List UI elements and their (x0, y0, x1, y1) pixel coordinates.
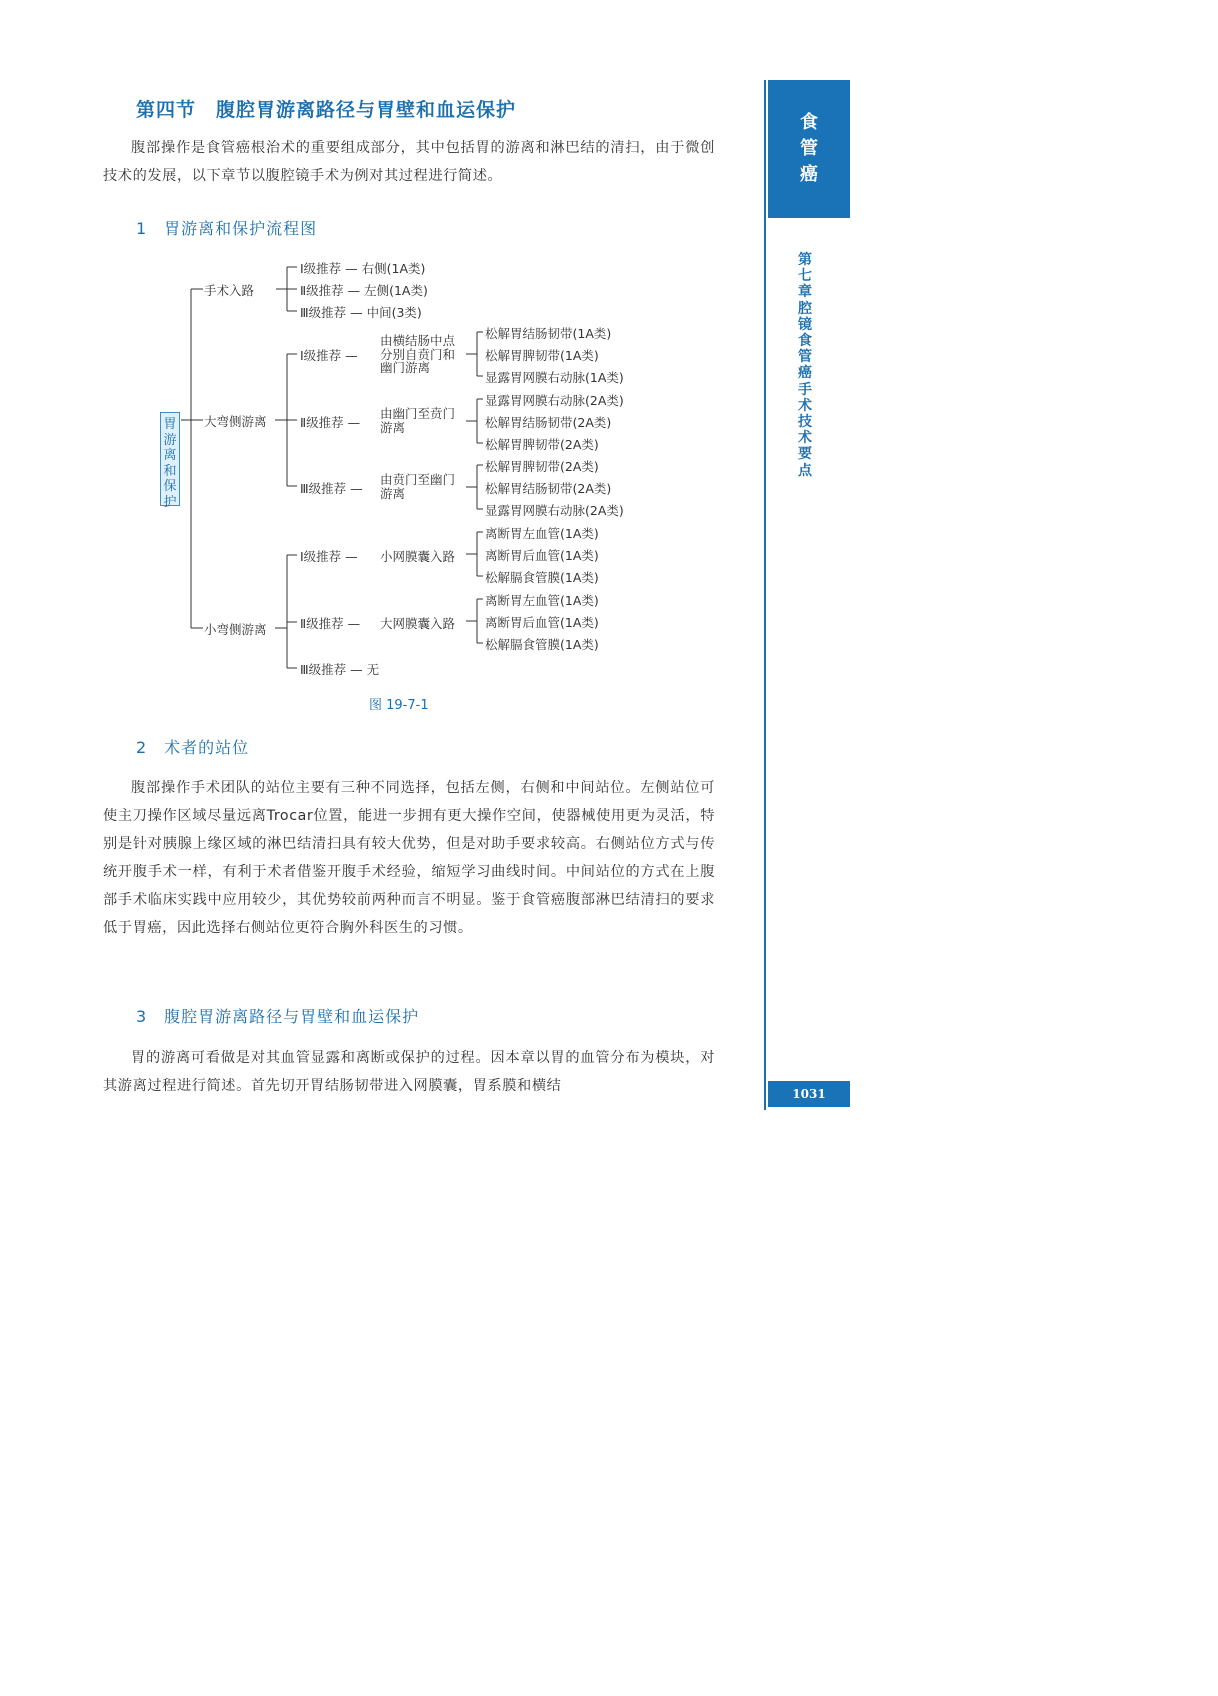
node-b2-g3-mid: 由贲门至幽门游离 (380, 472, 456, 501)
figure-caption: 图 19-7-1 (369, 698, 429, 713)
node-b3-g2-rec: Ⅱ级推荐 — (300, 616, 361, 631)
node-b3-g1-mid: 小网膜囊入路 (380, 549, 456, 564)
node-b3-g1-leaf-2: 离断胃后血管(1A类) (485, 548, 599, 563)
tab-char-3: 癌 (800, 164, 818, 185)
section-title: 第四节 腹腔胃游离路径与胃壁和血运保护 (136, 99, 517, 121)
node-b3-g2-leaf-1: 离断胃左血管(1A类) (485, 593, 599, 608)
node-b1-item-1: Ⅰ级推荐 — 右侧(1A类) (300, 261, 426, 276)
flowchart-root: 胃游离和保护 (160, 412, 180, 506)
node-b2-g1-leaf-3: 显露胃网膜右动脉(1A类) (485, 370, 624, 385)
node-b3-g2-leaf-3: 松解膈食管膜(1A类) (485, 637, 599, 652)
node-surgical-approach: 手术入路 (204, 283, 255, 298)
tab-char-2: 管 (800, 138, 818, 159)
node-b3-g1-leaf-3: 松解膈食管膜(1A类) (485, 570, 599, 585)
node-b1-item-2: Ⅱ级推荐 — 左侧(1A类) (300, 283, 428, 298)
node-b2-g3-leaf-1: 松解胃脾韧带(2A类) (485, 459, 599, 474)
margin-rule (764, 80, 766, 1110)
subheading-flowchart: 1 胃游离和保护流程图 (136, 219, 318, 238)
node-b2-g2-mid: 由幽门至贲门游离 (380, 406, 456, 435)
chapter-tab (768, 80, 850, 218)
node-b3-g2-leaf-2: 离断胃后血管(1A类) (485, 615, 599, 630)
node-b2-g3-leaf-3: 显露胃网膜右动脉(2A类) (485, 503, 624, 518)
position-paragraph: 腹部操作手术团队的站位主要有三种不同选择，包括左侧，右侧和中间站位。左侧站位可使主刀操作区域尽量远离Trocar位置，能进一步拥有更大操作空间，使器械使用更为灵活，特别是针对胰腺上缘区域的淋巴结清扫具有较大优势，但是对助手要求较高。右侧站位方式与传统开腹手术一样，有利于术者借鉴开腹手术经验，缩短学习曲线时间。中间站位的方式在上腹部手术临床实践中应用较少，其优势较前两种而言不明显。鉴于食管癌腹部淋巴结清扫的要求低于胃癌，因此选择右侧站位更符合胸外科医生的习惯。 (103, 780, 715, 936)
intro-paragraph: 腹部操作是食管癌根治术的重要组成部分，其中包括胃的游离和淋巴结的清扫，由于微创技术的发展，以下章节以腹腔镜手术为例对其过程进行简述。 (103, 140, 715, 184)
node-b2-g3-leaf-2: 松解胃结肠韧带(2A类) (485, 481, 612, 496)
node-greater-curvature: 大弯侧游离 (204, 414, 267, 429)
node-b3-g1-leaf-1: 离断胃左血管(1A类) (485, 526, 599, 541)
chapter-side-title: 第七章 腔镜食管癌手术技术要点 (798, 252, 826, 479)
node-b2-g2-leaf-3: 松解胃脾韧带(2A类) (485, 437, 599, 452)
tab-char-1: 食 (800, 112, 818, 133)
node-lesser-curvature: 小弯侧游离 (204, 622, 267, 637)
node-b3-g2-mid: 大网膜囊入路 (380, 616, 456, 631)
mobilization-paragraph: 胃的游离可看做是对其血管显露和离断或保护的过程。因本章以胃的血管分布为模块，对其游离过程进行简述。首先切开胃结肠韧带进入网膜囊，胃系膜和横结 (103, 1050, 715, 1094)
node-b2-g1-leaf-1: 松解胃结肠韧带(1A类) (485, 326, 612, 341)
page-number: 1031 (768, 1081, 850, 1107)
node-b3-g1-rec: Ⅰ级推荐 — (300, 549, 358, 564)
node-b2-g2-leaf-1: 显露胃网膜右动脉(2A类) (485, 393, 624, 408)
node-b2-g1-leaf-2: 松解胃脾韧带(1A类) (485, 348, 599, 363)
node-b2-g1-mid: 由横结肠中点分别自贲门和幽门游离 (380, 333, 456, 375)
node-b2-g2-leaf-2: 松解胃结肠韧带(2A类) (485, 415, 612, 430)
node-b2-g1-rec: Ⅰ级推荐 — (300, 348, 358, 363)
subheading-gastric-mobilization: 3 腹腔胃游离路径与胃壁和血运保护 (136, 1007, 420, 1026)
node-b2-g2-rec: Ⅱ级推荐 — (300, 415, 361, 430)
node-b3-g3-rec: Ⅲ级推荐 — 无 (300, 662, 380, 677)
subheading-surgeon-position: 2 术者的站位 (136, 738, 250, 757)
node-b2-g3-rec: Ⅲ级推荐 — (300, 481, 363, 496)
node-b1-item-3: Ⅲ级推荐 — 中间(3类) (300, 305, 422, 320)
